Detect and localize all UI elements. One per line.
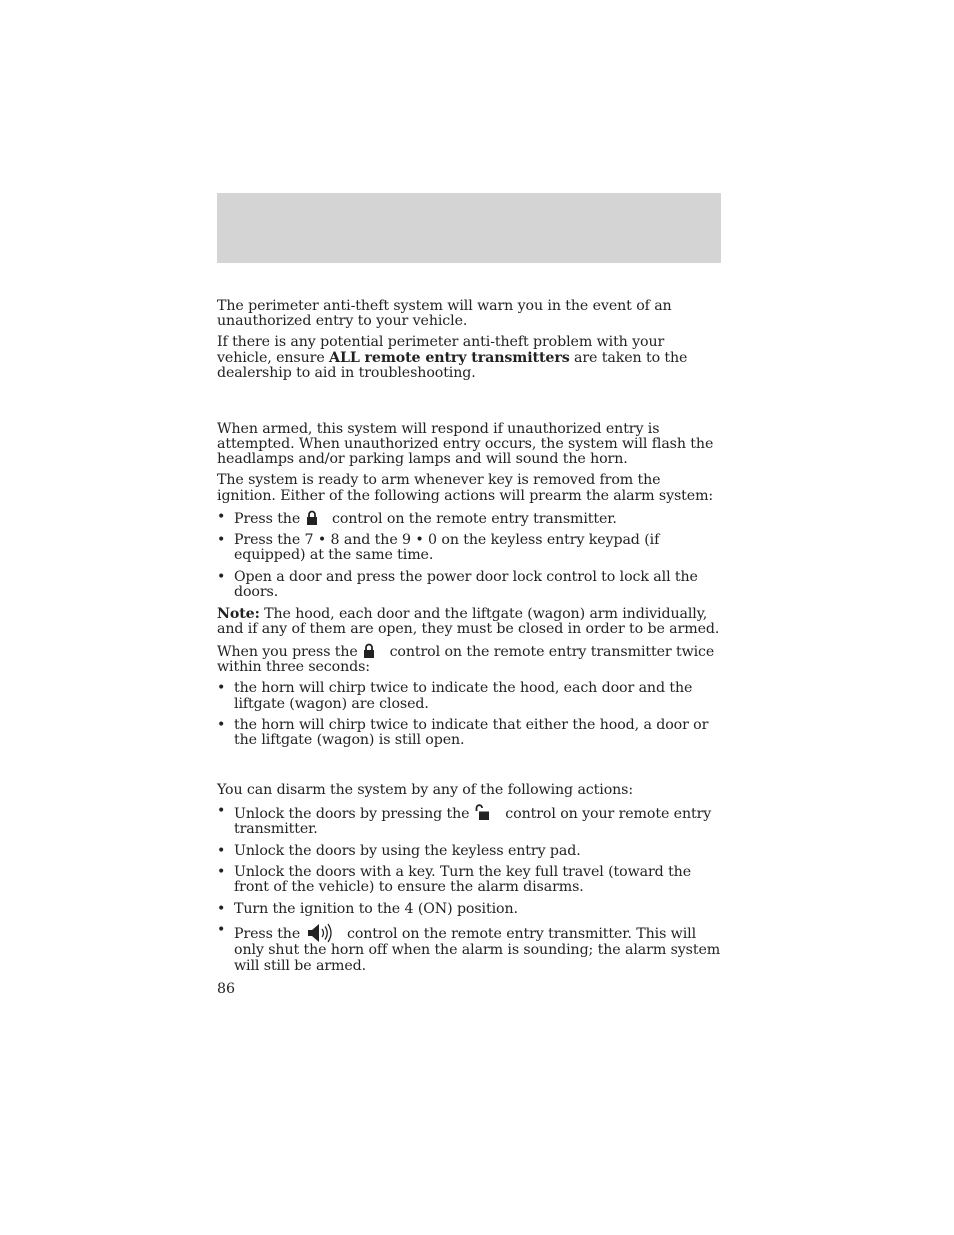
disarm-item5-start: Press the — [234, 926, 301, 943]
list-item — [217, 681, 722, 712]
list-item — [217, 844, 722, 859]
list-item — [217, 902, 722, 917]
list-item — [217, 570, 722, 601]
arming-p3-end: control on the remote entry transmitter twice within three seconds: — [217, 643, 715, 676]
disarm-item1-end: control on your remote entry transmitter. — [234, 805, 712, 838]
prearm-item3: Open a door and press the power door lock control to lock all the doors. — [234, 568, 698, 601]
page-number: 86 — [217, 981, 236, 997]
arming-paragraph-1: When armed, this system will respond if unauthorized entry is attempted. When unauthorized entry occurs, the system will flash the headlamps and/or parking lamps and will sound the horn. — [217, 420, 714, 468]
lock-icon — [306, 510, 318, 525]
bullet: • — [217, 717, 226, 734]
prearm-list — [217, 510, 722, 601]
list-item — [217, 923, 722, 974]
intro-p2-start: If there is any potential perimeter anti-theft problem with your vehicle, ensure — [217, 334, 665, 366]
note-label: Note: — [217, 605, 260, 622]
disarm-item2: Unlock the doors by using the keyless entry pad. — [234, 842, 581, 859]
disarm-item5-end: control on the remote entry transmitter. This will only shut the horn off when the alarm is sounding; the alarm system will still be armed. — [234, 926, 721, 974]
prearm-item1-end: control on the remote entry transmitter. — [331, 510, 617, 527]
bullet: • — [217, 568, 226, 585]
bullet: • — [217, 531, 226, 548]
list-item — [217, 510, 722, 527]
lock-icon — [363, 643, 375, 658]
bullet: • — [217, 508, 226, 525]
manual-page-content — [217, 299, 722, 980]
bullet: • — [217, 802, 226, 819]
note-paragraph — [217, 607, 722, 638]
intro-paragraph-1: The perimeter anti-theft system will warn you in the event of an unauthorized entry to your vehicle. — [217, 298, 672, 330]
note-text: The hood, each door and the liftgate (wagon) arm individually, and if any of them are open, they must be closed in order to be armed. — [217, 605, 720, 637]
disarm-list — [217, 804, 722, 974]
disarm-item3: Unlock the doors with a key. Turn the key full travel (toward the front of the vehicle) to ensure the alarm disarms. — [234, 863, 692, 896]
chirp-item2: the horn will chirp twice to indicate that either the hood, a door or the liftgate (wagon) is still open. — [234, 717, 709, 749]
bullet: • — [217, 680, 226, 697]
intro-p2-bold: ALL remote entry transmitters — [329, 349, 570, 366]
arming-paragraph-2: The system is ready to arm whenever key is removed from the ignition. Either of the following actions will prearm the alarm system: — [217, 472, 714, 504]
intro-paragraph-2 — [217, 335, 722, 381]
arming-paragraph-3 — [217, 643, 722, 676]
intro-p2-end: are taken to the dealership to aid in troubleshooting. — [217, 349, 688, 382]
disarm-item4: Turn the ignition to the 4 (ON) position. — [234, 900, 518, 917]
disarm-item1-start: Unlock the doors by pressing the — [234, 805, 470, 822]
bullet: • — [217, 922, 226, 939]
panic-horn-icon — [307, 923, 335, 943]
list-item — [217, 718, 722, 749]
disarming-paragraph-1: You can disarm the system by any of the following actions: — [217, 781, 634, 798]
list-item — [217, 533, 722, 564]
list-item — [217, 804, 722, 838]
list-item — [217, 865, 722, 896]
bullet: • — [217, 842, 226, 859]
prearm-item1-start: Press the — [234, 510, 301, 527]
bullet: • — [217, 863, 226, 880]
prearm-item2: Press the 7 • 8 and the 9 • 0 on the keyless entry keypad (if equipped) at the same time. — [234, 531, 660, 564]
chirp-list — [217, 681, 722, 749]
bullet: • — [217, 900, 226, 917]
arming-p3-start: When you press the — [217, 643, 358, 660]
chirp-item1: the horn will chirp twice to indicate the hood, each door and the liftgate (wagon) are closed. — [234, 680, 693, 712]
section-header-band — [217, 193, 721, 263]
unlock-icon — [475, 804, 491, 820]
